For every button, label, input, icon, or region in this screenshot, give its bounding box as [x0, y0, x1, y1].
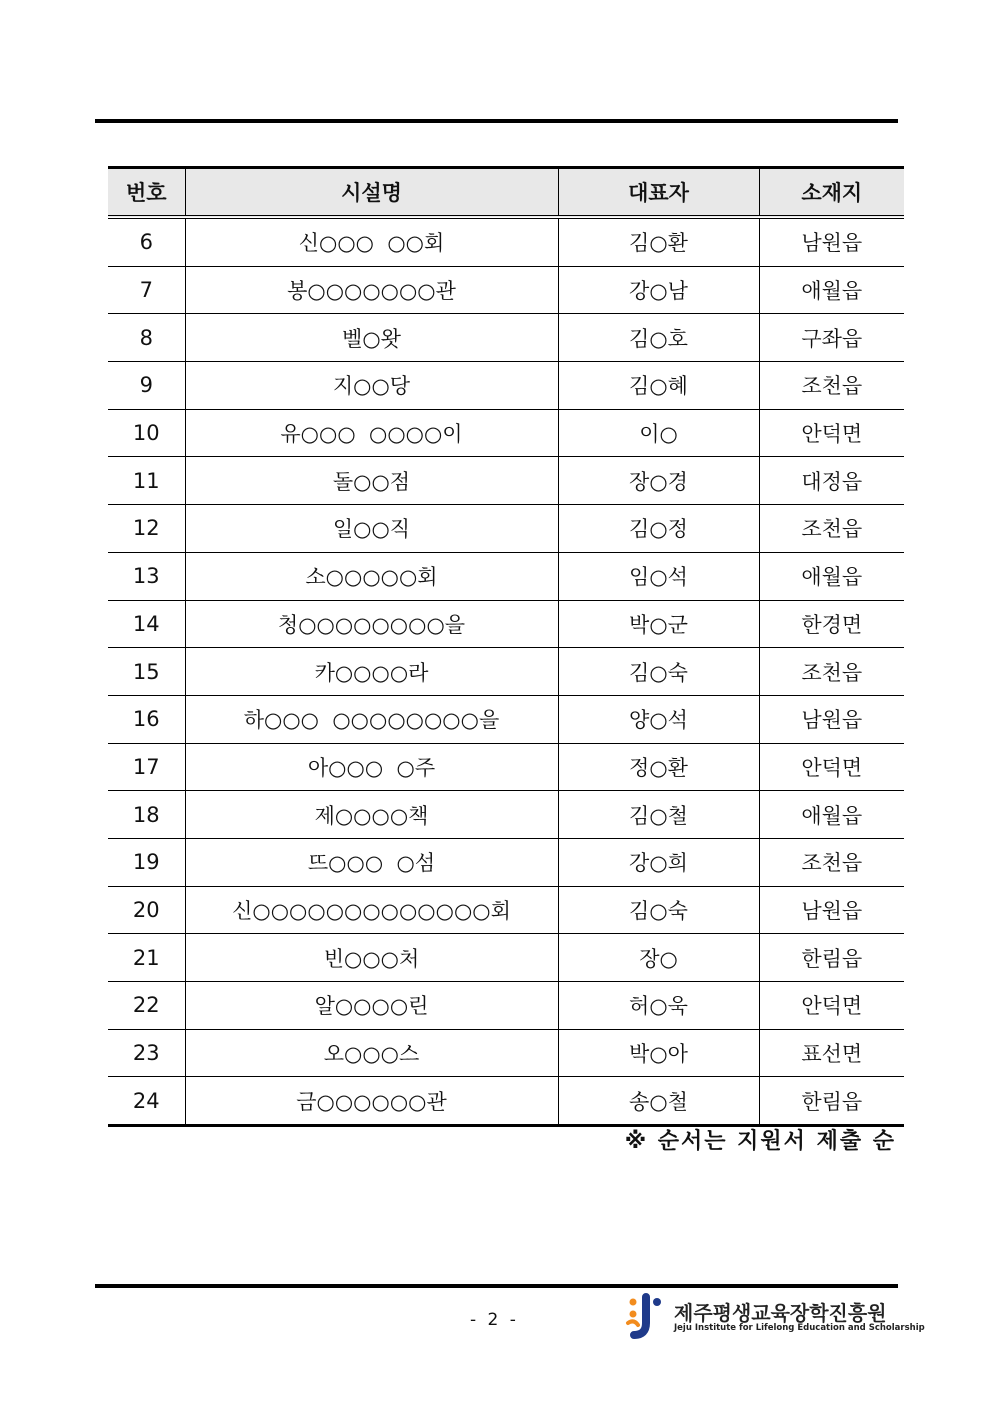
jeju-institute-logo-icon [624, 1293, 668, 1339]
org-name: 제주평생교육장학진흥원 [674, 1301, 887, 1325]
cell-number: 24 [108, 1077, 185, 1126]
cell-facility-name: 뜨○○○ ○섬 [185, 838, 558, 886]
cell-location: 표선면 [759, 1029, 904, 1077]
header-facility-name: 시설명 [185, 168, 558, 218]
table-row [108, 552, 904, 600]
cell-location: 한림읍 [759, 1077, 904, 1126]
cell-facility-name: 유○○○ ○○○○이 [185, 409, 558, 457]
cell-location: 애월읍 [759, 266, 904, 314]
cell-representative: 김○정 [558, 505, 759, 553]
cell-number: 20 [108, 886, 185, 934]
cell-location: 한림읍 [759, 934, 904, 982]
cell-representative: 이○ [558, 409, 759, 457]
cell-number: 18 [108, 791, 185, 839]
cell-representative: 정○환 [558, 743, 759, 791]
page-number: - 2 - [470, 1310, 519, 1330]
cell-number: 14 [108, 600, 185, 648]
cell-representative: 김○숙 [558, 648, 759, 696]
table-row [108, 695, 904, 743]
cell-number: 13 [108, 552, 185, 600]
cell-number: 22 [108, 982, 185, 1030]
cell-facility-name: 오○○○스 [185, 1029, 558, 1077]
cell-location: 구좌읍 [759, 314, 904, 362]
cell-facility-name: 신○○○○○○○○○○○○○회 [185, 886, 558, 934]
cell-facility-name: 제○○○○책 [185, 791, 558, 839]
table-row [108, 791, 904, 839]
cell-representative: 양○석 [558, 695, 759, 743]
cell-number: 17 [108, 743, 185, 791]
cell-representative: 김○숙 [558, 886, 759, 934]
cell-number: 7 [108, 266, 185, 314]
cell-location: 애월읍 [759, 791, 904, 839]
header-representative: 대표자 [558, 168, 759, 218]
cell-representative: 임○석 [558, 552, 759, 600]
cell-number: 19 [108, 838, 185, 886]
cell-location: 안덕면 [759, 409, 904, 457]
table-row [108, 266, 904, 314]
cell-number: 9 [108, 362, 185, 410]
cell-number: 6 [108, 217, 185, 266]
table-row [108, 362, 904, 410]
cell-number: 21 [108, 934, 185, 982]
cell-representative: 강○남 [558, 266, 759, 314]
cell-facility-name: 돌○○점 [185, 457, 558, 505]
cell-representative: 김○혜 [558, 362, 759, 410]
table-row [108, 457, 904, 505]
cell-number: 10 [108, 409, 185, 457]
cell-facility-name: 일○○직 [185, 505, 558, 553]
cell-location: 조천읍 [759, 648, 904, 696]
table-row [108, 982, 904, 1030]
cell-representative: 박○아 [558, 1029, 759, 1077]
table-row [108, 1029, 904, 1077]
cell-representative: 송○철 [558, 1077, 759, 1126]
table-row [108, 934, 904, 982]
table-row [108, 838, 904, 886]
cell-location: 안덕면 [759, 982, 904, 1030]
table-body [108, 217, 904, 1126]
org-name-english: Jeju Institute for Lifelong Education and Scholarship [674, 1323, 925, 1333]
order-note: ※ 순서는 지원서 제출 순 [624, 1129, 896, 1154]
cell-number: 15 [108, 648, 185, 696]
cell-representative: 강○희 [558, 838, 759, 886]
table-row [108, 743, 904, 791]
cell-location: 남원읍 [759, 217, 904, 266]
header-location: 소재지 [759, 168, 904, 218]
cell-location: 안덕면 [759, 743, 904, 791]
cell-location: 조천읍 [759, 505, 904, 553]
table-row [108, 505, 904, 553]
cell-representative: 장○ [558, 934, 759, 982]
cell-location: 대정읍 [759, 457, 904, 505]
cell-representative: 김○환 [558, 217, 759, 266]
cell-representative: 장○경 [558, 457, 759, 505]
cell-representative: 박○군 [558, 600, 759, 648]
cell-facility-name: 하○○○ ○○○○○○○○을 [185, 695, 558, 743]
cell-location: 조천읍 [759, 838, 904, 886]
cell-location: 남원읍 [759, 695, 904, 743]
cell-number: 8 [108, 314, 185, 362]
table-row [108, 314, 904, 362]
facility-table-container [108, 166, 904, 1127]
table-row [108, 1077, 904, 1126]
cell-facility-name: 소○○○○○회 [185, 552, 558, 600]
org-logo [624, 1293, 925, 1339]
header-number: 번호 [108, 168, 185, 218]
table-header-row [108, 168, 904, 218]
table-row [108, 648, 904, 696]
cell-facility-name: 금○○○○○○관 [185, 1077, 558, 1126]
cell-facility-name: 신○○○ ○○회 [185, 217, 558, 266]
cell-facility-name: 빈○○○처 [185, 934, 558, 982]
cell-location: 조천읍 [759, 362, 904, 410]
cell-facility-name: 알○○○○린 [185, 982, 558, 1030]
table-row [108, 409, 904, 457]
cell-representative: 김○철 [558, 791, 759, 839]
cell-number: 11 [108, 457, 185, 505]
cell-number: 12 [108, 505, 185, 553]
cell-facility-name: 봉○○○○○○○관 [185, 266, 558, 314]
cell-facility-name: 지○○당 [185, 362, 558, 410]
cell-facility-name: 청○○○○○○○○을 [185, 600, 558, 648]
cell-location: 남원읍 [759, 886, 904, 934]
cell-number: 16 [108, 695, 185, 743]
cell-facility-name: 아○○○ ○주 [185, 743, 558, 791]
cell-location: 한경면 [759, 600, 904, 648]
bottom-rule [95, 1284, 898, 1288]
table-row [108, 600, 904, 648]
table-row [108, 886, 904, 934]
cell-representative: 김○호 [558, 314, 759, 362]
cell-facility-name: 카○○○○라 [185, 648, 558, 696]
facility-table [108, 166, 904, 1127]
top-rule [95, 119, 898, 123]
cell-number: 23 [108, 1029, 185, 1077]
cell-location: 애월읍 [759, 552, 904, 600]
table-row [108, 217, 904, 266]
cell-facility-name: 벨○왓 [185, 314, 558, 362]
cell-representative: 허○욱 [558, 982, 759, 1030]
